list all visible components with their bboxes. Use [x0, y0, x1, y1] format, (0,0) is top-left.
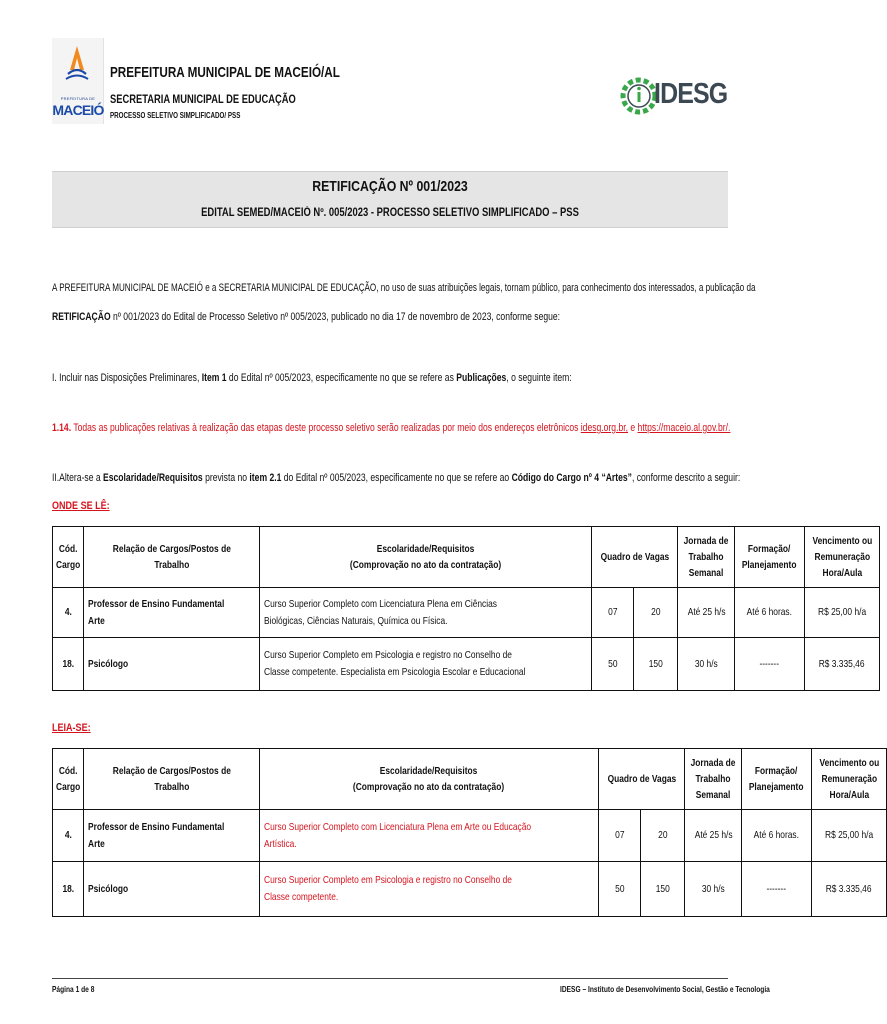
cell-vagas-a: 50 — [591, 638, 634, 691]
item-2-text-b: Escolaridade/Requisitos — [103, 472, 203, 484]
item-1-paragraph — [52, 372, 572, 384]
col-escolaridade: Escolaridade/Requisitos (Comprovação no ato da contratação) — [259, 527, 591, 588]
col-formacao: Formação/ Planejamento — [742, 749, 811, 810]
item-1-text-b: Item 1 — [201, 372, 227, 384]
table-row — [53, 588, 880, 638]
cell-vencimento: R$ 3.335,46 — [811, 862, 887, 917]
cell-vencimento: R$ 3.335,46 — [804, 638, 880, 691]
table-header-row — [53, 749, 887, 810]
cell-cargo: Psicólogo — [84, 638, 259, 691]
header-title: PREFEITURA MUNICIPAL DE MACEIÓ/AL — [110, 64, 340, 81]
cell-formacao: ------- — [742, 862, 811, 917]
col-formacao: Formação/ Planejamento — [735, 527, 804, 588]
cell-vagas-a: 50 — [598, 862, 641, 917]
leia-se-heading: LEIA-SE: — [52, 722, 91, 734]
maceio-logo — [52, 38, 104, 124]
cell-escolaridade: Curso Superior Completo com Licenciatura Plena em Ciências Biológicas, Ciências Naturais, Química ou Física. — [259, 588, 591, 638]
col-cargo: Relação de Cargos/Postos de Trabalho — [84, 749, 259, 810]
maceio-link[interactable]: https://maceio.al.gov.br/. — [637, 422, 731, 434]
logo-word: MACEIÓ — [52, 102, 104, 118]
table-row — [53, 810, 887, 862]
cell-cod: 18. — [53, 862, 84, 917]
item-2-text-e: do Edital nº 005/2023, especificamente no que se refere ao — [281, 472, 512, 484]
item-1-text-d: Publicações — [456, 372, 507, 384]
header-subtitle: SECRETARIA MUNICIPAL DE EDUCAÇÃO — [110, 92, 296, 106]
table-header-row — [53, 527, 880, 588]
item-2-text-d: item 2.1 — [249, 472, 282, 484]
cell-escolaridade: Curso Superior Completo com Licenciatura Plena em Arte ou Educação Artística. — [259, 810, 598, 862]
col-vencimento: Vencimento ou Remuneração Hora/Aula — [811, 749, 887, 810]
col-escolaridade: Escolaridade/Requisitos (Comprovação no ato da contratação) — [259, 749, 598, 810]
col-cargo: Relação de Cargos/Postos de Trabalho — [84, 527, 259, 588]
cell-cod: 4. — [53, 810, 84, 862]
title-band — [52, 171, 728, 228]
idesg-logo-text: IDESG — [654, 78, 728, 110]
table-row — [53, 638, 880, 691]
maceio-flame-icon — [64, 44, 90, 84]
footer-divider — [52, 978, 728, 979]
col-vagas: Quadro de Vagas — [591, 527, 678, 588]
intro-line-1: A PREFEITURA MUNICIPAL DE MACEIÓ e a SECRETARIA MUNICIPAL DE EDUCAÇÃO, no uso de suas atribuições legais, tornam público, para conhecimento dos interessados, a publicação da — [52, 282, 756, 294]
item-2-paragraph — [52, 472, 740, 484]
intro-line-2 — [52, 311, 560, 323]
table-leia-se — [52, 748, 887, 917]
item-1-14-separator: e — [628, 422, 638, 434]
cell-cargo: Professor de Ensino Fundamental Arte — [84, 588, 259, 638]
col-cod: Cód. Cargo — [53, 749, 84, 810]
intro-rest: nº 001/2023 do Edital de Processo Seletivo nº 005/2023, publicado no dia 17 de novembro de 2023, conforme segue: — [110, 311, 561, 323]
cell-escolaridade: Curso Superior Completo em Psicologia e registro no Conselho de Classe competente. — [259, 862, 598, 917]
footer-organization: IDESG – Instituto de Desenvolvimento Social, Gestão e Tecnologia — [560, 984, 770, 994]
cell-escolaridade: Curso Superior Completo em Psicologia e registro no Conselho de Classe competente. Especialista em Psicologia Escolar e Educacional — [259, 638, 591, 691]
item-1-14-number: 1.14. — [52, 422, 72, 434]
item-1-text-a: I. Incluir nas Disposições Preliminares, — [52, 372, 202, 384]
cell-formacao: ------- — [735, 638, 804, 691]
logo-subtext: PREFEITURA DE — [60, 96, 96, 101]
cell-vencimento: R$ 25,00 h/a — [811, 810, 887, 862]
cell-cargo: Professor de Ensino Fundamental Arte — [84, 810, 259, 862]
cell-cod: 18. — [53, 638, 84, 691]
item-2-text-g: , conforme descrito a seguir: — [631, 472, 741, 484]
col-cod: Cód. Cargo — [53, 527, 84, 588]
cell-vagas-b: 20 — [641, 810, 685, 862]
item-2-text-c: prevista no — [202, 472, 250, 484]
cell-formacao: Até 6 horas. — [742, 810, 811, 862]
cell-jornada: 30 h/s — [678, 638, 735, 691]
table-row — [53, 862, 887, 917]
table-onde-se-le — [52, 526, 880, 691]
cell-formacao: Até 6 horas. — [735, 588, 804, 638]
cell-vagas-b: 150 — [634, 638, 678, 691]
cell-cargo: Psicólogo — [84, 862, 259, 917]
cell-jornada: Até 25 h/s — [678, 588, 735, 638]
cell-jornada: 30 h/s — [685, 862, 742, 917]
cell-vagas-a: 07 — [598, 810, 641, 862]
document-title: RETIFICAÇÃO Nº 001/2023 — [312, 178, 468, 195]
col-jornada: Jornada de Trabalho Semanal — [685, 749, 742, 810]
cell-vagas-b: 150 — [641, 862, 685, 917]
header-subtitle-2: PROCESSO SELETIVO SIMPLIFICADO/ PSS — [110, 111, 241, 120]
item-1-text-e: , o seguinte item: — [506, 372, 572, 384]
item-1-14-paragraph — [52, 422, 730, 434]
item-1-14-text: Todas as publicações relativas à realização das etapas deste processo seletivo serão realizadas por meio dos endereços eletrônicos — [71, 422, 581, 434]
cell-vagas-a: 07 — [591, 588, 634, 638]
col-jornada: Jornada de Trabalho Semanal — [678, 527, 735, 588]
col-vencimento: Vencimento ou Remuneração Hora/Aula — [804, 527, 880, 588]
intro-bold: RETIFICAÇÃO — [52, 311, 111, 323]
page-number: Página 1 de 8 — [52, 984, 95, 994]
item-2-text-f: Código do Cargo nº 4 “Artes” — [511, 472, 632, 484]
cell-jornada: Até 25 h/s — [685, 810, 742, 862]
onde-se-le-heading: ONDE SE LÊ: — [52, 500, 110, 512]
document-subtitle: EDITAL SEMED/MACEIÓ Nº. 005/2023 - PROCESSO SELETIVO SIMPLIFICADO – PSS — [201, 207, 579, 219]
cell-vencimento: R$ 25,00 h/a — [804, 588, 880, 638]
col-vagas: Quadro de Vagas — [598, 749, 685, 810]
cell-vagas-b: 20 — [634, 588, 678, 638]
cell-cod: 4. — [53, 588, 84, 638]
idesg-link[interactable]: idesg.org.br, — [580, 422, 629, 434]
item-2-text-a: II.Altera-se a — [52, 472, 104, 484]
item-1-text-c: do Edital nº 005/2023, especificamente no que se refere as — [226, 372, 457, 384]
